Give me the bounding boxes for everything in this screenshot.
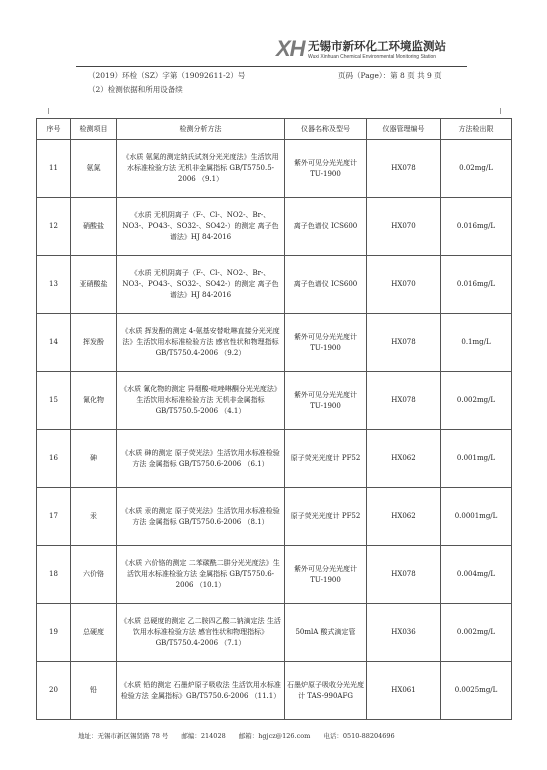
col-header-instrument: 仪器名称及型号 [285,119,367,140]
report-number: （2019）环检（SZ）字第（19092611-2）号 [88,71,246,80]
row-item: 氨氮 [71,140,117,198]
table-row [37,604,512,662]
row-instrument: 离子色谱仪 ICS600 [285,198,367,256]
row-method: 《水质 挥发酚的测定 4-氨基安替吡啉直接分光光度法》生活饮用水标准检验方法 感官性状和物理指标 GB/T5750.4-2006 （9.2） [117,314,285,372]
row-method: 《水质 氰化物的测定 异烟酸-吡唑啉酮分光光度法》生活饮用水标准检验方法 无机非金属指标 GB/T5750.5-2006 （4.1） [117,372,285,430]
table-row [37,372,512,430]
row-method: 《水质 总硬度的测定 乙二胺四乙酸二钠滴定法 生活饮用水标准检验方法 感官性状和物理指标》GB/T5750.4-2006 （7.1） [117,604,285,662]
row-item: 氰化物 [71,372,117,430]
row-no: 17 [37,488,71,546]
row-code: HX061 [367,662,441,720]
table-row [37,256,512,314]
row-instrument: 原子荧光光度计 PF52 [285,430,367,488]
row-limit: 0.0025mg/L [441,662,512,720]
col-header-item: 检测项目 [71,119,117,140]
row-item: 挥发酚 [71,314,117,372]
page-indicator: 页码（Page）：第 8 页 共 9 页 [338,71,442,80]
row-limit: 0.016mg/L [441,198,512,256]
row-no: 14 [37,314,71,372]
row-method: 《水质 汞的测定 原子荧光法》生活饮用水标准检验方法 金属指标 GB/T5750.6-2006 （8.1） [117,488,285,546]
col-header-code: 仪器管理编号 [367,119,441,140]
row-no: 18 [37,546,71,604]
row-code: HX070 [367,256,441,314]
row-limit: 0.002mg/L [441,372,512,430]
row-no: 20 [37,662,71,720]
row-method: 《水质 无机阴离子（F-、Cl-、NO2-、Br-、NO3-、PO43-、SO32-、SO42-）的测定 离子色谱法》HJ 84-2016 [117,256,285,314]
row-no: 12 [37,198,71,256]
row-code: HX036 [367,604,441,662]
table-body [37,140,512,720]
col-header-method: 检测分析方法 [117,119,285,140]
col-header-limit: 方法检出限 [441,119,512,140]
row-item: 硝酸盐 [71,198,117,256]
table-row [37,198,512,256]
table-row [37,314,512,372]
row-item: 汞 [71,488,117,546]
row-code: HX062 [367,430,441,488]
row-item: 砷 [71,430,117,488]
table-header-row [37,119,512,140]
row-no: 15 [37,372,71,430]
row-code: HX062 [367,488,441,546]
row-limit: 0.001mg/L [441,430,512,488]
row-instrument: 紫外可见分光光度计 TU-1900 [285,546,367,604]
punch-mark [500,108,501,114]
row-method: 《水质 氨氮的测定纳氏试剂分光光度法》生活饮用水标准检验方法 无机非金属指标 GB/T5750.5-2006 （9.1） [117,140,285,198]
header-rule [76,66,467,67]
row-instrument: 石墨炉原子吸收分光光度计 TAS-990AFG [285,662,367,720]
row-instrument: 50mlA 酸式滴定管 [285,604,367,662]
row-limit: 0.002mg/L [441,604,512,662]
row-no: 11 [37,140,71,198]
row-item: 亚硝酸盐 [71,256,117,314]
row-no: 16 [37,430,71,488]
row-code: HX078 [367,372,441,430]
org-name-en: Wuxi Xinhuan Chemical Environmental Monitoring Station [308,54,437,60]
org-logo: XH [276,36,305,61]
row-code: HX078 [367,546,441,604]
row-item: 六价铬 [71,546,117,604]
row-instrument: 紫外可见分光光度计 TU-1900 [285,372,367,430]
row-no: 19 [37,604,71,662]
row-method: 《水质 无机阴离子（F-、Cl-、NO2-、Br-、NO3-、PO43-、SO32-、SO42-）的测定 离子色谱法》HJ 84-2016 [117,198,285,256]
row-method: 《水质 铅的测定 石墨炉原子吸收法 生活饮用水标准检验方法 金属指标》GB/T5750.6-2006 （11.1） [117,662,285,720]
row-code: HX078 [367,314,441,372]
table-row [37,140,512,198]
row-instrument: 离子色谱仪 ICS600 [285,256,367,314]
org-name: 无锡市新环化工环境监测站 [308,41,446,53]
row-item: 总硬度 [71,604,117,662]
row-code: HX078 [367,140,441,198]
row-no: 13 [37,256,71,314]
footer-contact: 地址：无锡市新区锡贤路 78 号 邮编：214028 邮箱：hgjcz@126.com 电话：0510-88204696 [78,732,395,740]
table-row [37,488,512,546]
row-instrument: 紫外可见分光光度计 TU-1900 [285,314,367,372]
row-method: 《水质 六价铬的测定 二苯碳酰二肼分光光度法》生活饮用水标准检验方法 金属指标 GB/T5750.6-2006 （10.1） [117,546,285,604]
row-limit: 0.0001mg/L [441,488,512,546]
table-row [37,662,512,720]
test-basis-table [36,118,512,720]
section-title: （2）检测依据和所用设备续 [88,85,183,94]
col-header-no: 序号 [37,119,71,140]
row-limit: 0.1mg/L [441,314,512,372]
row-method: 《水质 砷的测定 原子荧光法》生活饮用水标准检验方法 金属指标 GB/T5750.6-2006 （6.1） [117,430,285,488]
row-item: 铅 [71,662,117,720]
row-instrument: 紫外可见分光光度计 TU-1900 [285,140,367,198]
row-code: HX070 [367,198,441,256]
row-limit: 0.004mg/L [441,546,512,604]
punch-mark [48,108,49,114]
table-row [37,430,512,488]
row-limit: 0.02mg/L [441,140,512,198]
row-limit: 0.016mg/L [441,256,512,314]
row-instrument: 原子荧光光度计 PF52 [285,488,367,546]
table-row [37,546,512,604]
